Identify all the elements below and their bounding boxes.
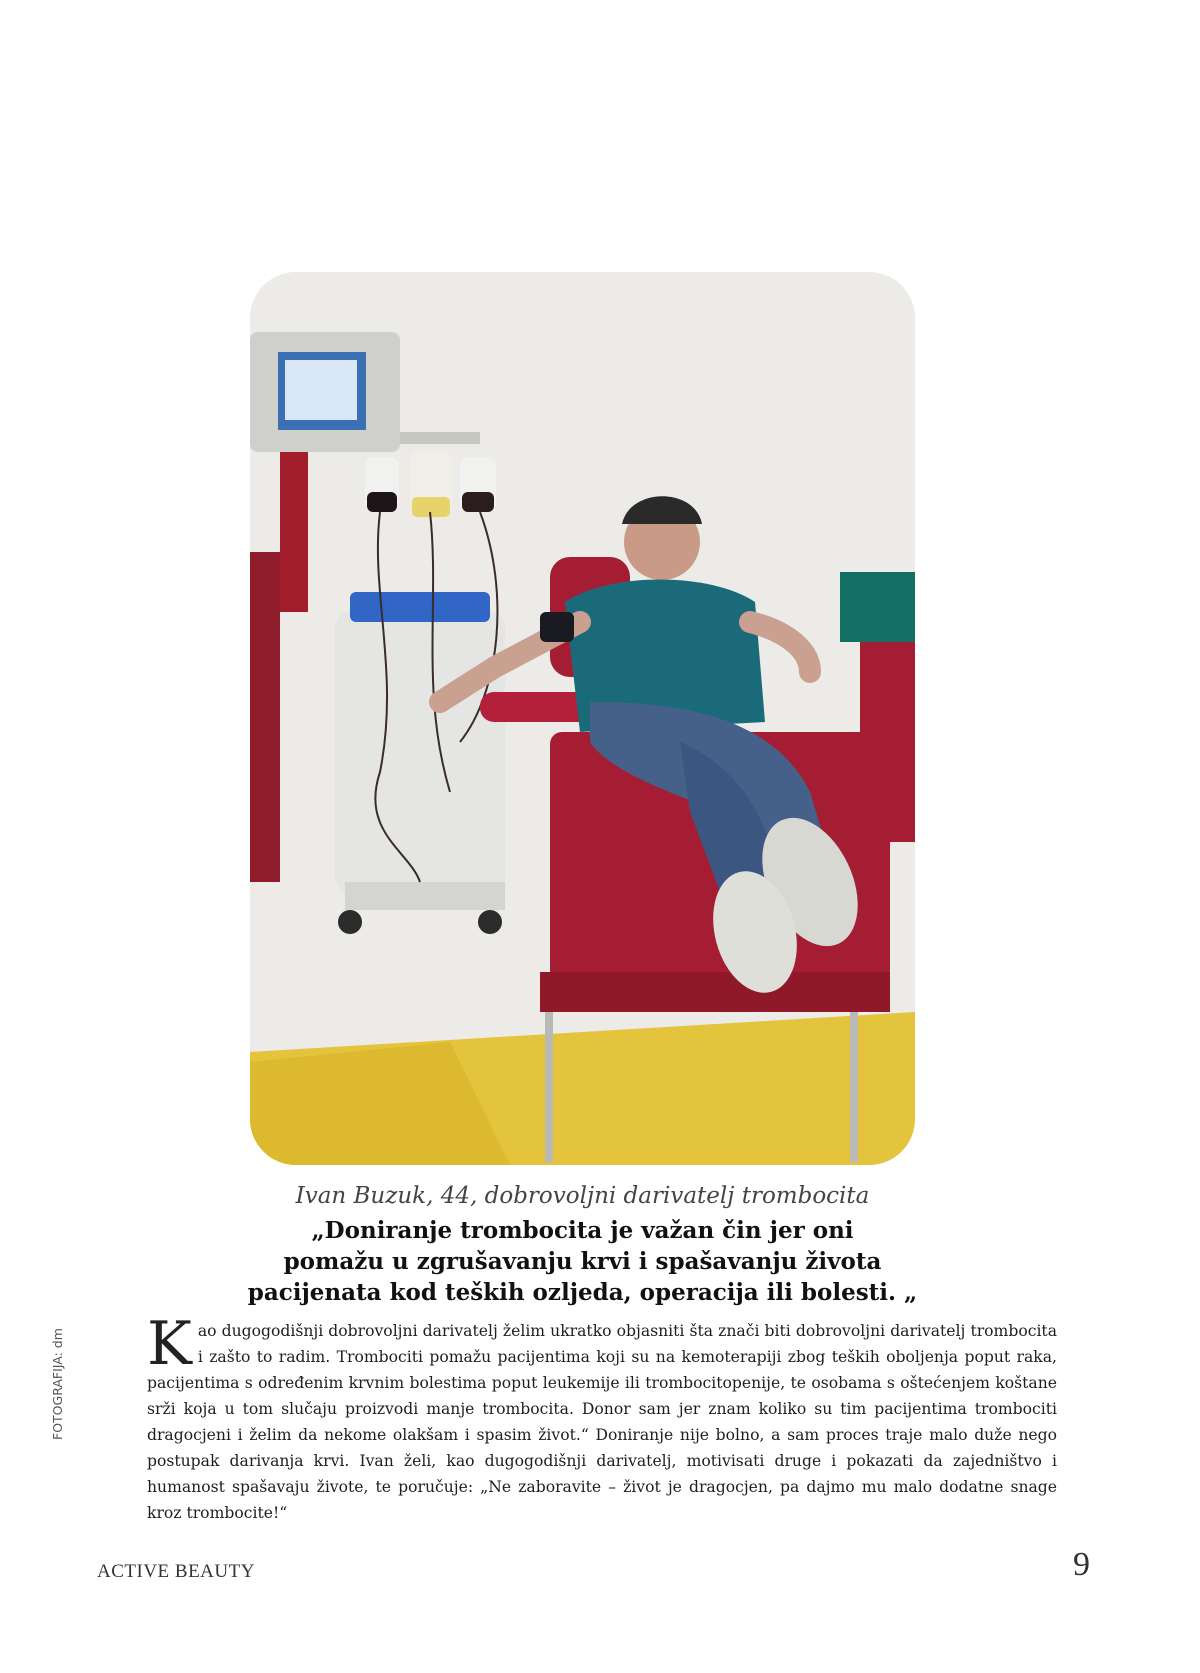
quote-line: „Doniranje trombocita je važan čin jer oni (311, 1217, 854, 1244)
article-body (147, 1309, 1057, 1526)
magazine-name: ACTIVE BEAUTY (97, 1561, 255, 1582)
page-number: 9 (1073, 1546, 1090, 1583)
drop-cap: K (147, 1309, 192, 1379)
photo-credit: FOTOGRAFIJA: dm (50, 1328, 65, 1440)
article-paragraph: ao dugogodišnji dobrovoljni darivatelj želim ukratko objasniti šta znači biti dobrovoljni darivatelj trombocita i zašto to radim. Trombociti pomažu pacijentima koji su na kemoterapiji zbog teških oboljenja poput raka, pacijentima s određenim krvnim bolestima poput leukemije ili trombocitopenije, te osobama s oštećenjem koštane srži koja u tom slučaju proizvodi manje trombocita. Donor sam jer znam koliko su tim pacijentima trombociti dragocjeni i želim da nekome olakšam i spasim život.“ Doniranje nije bolno, a sam proces traje malo duže nego postupak darivanja krvi. Ivan želi, kao dugogodišnji darivatelj, motivisati druge i pokazati da zajedništvo i humanost spašavaju živote, te poručuje: „Ne zaboravite – život je dragocjen, pa dajmo mu malo dodatne snage kroz trombocite!“ (147, 1322, 1057, 1522)
donation-scene-illustration (250, 272, 915, 1165)
quote-line: pacijenata kod teških ozljeda, operacija ili bolesti. „ (247, 1279, 918, 1306)
quote-line: pomažu u zgrušavanju krvi i spašavanju života (283, 1248, 882, 1275)
photo-caption: Ivan Buzuk, 44, dobrovoljni darivatelj trombocita (295, 1183, 870, 1209)
pull-quote (210, 1215, 955, 1308)
article-photo (250, 272, 915, 1165)
